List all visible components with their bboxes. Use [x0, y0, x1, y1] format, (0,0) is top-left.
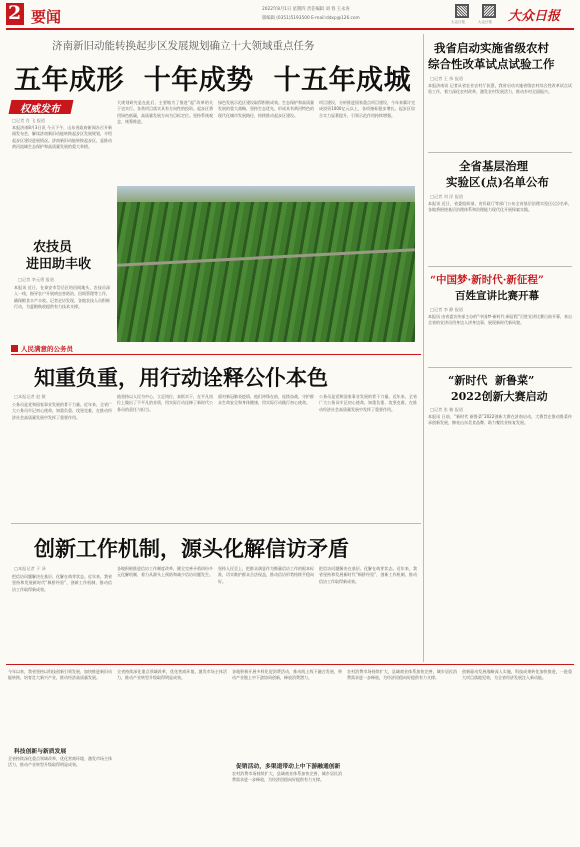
column-tag-rule: [11, 354, 421, 355]
bottom-col-5: 创新驱动发展战略深入实施，科技成果转化加快推进，一批重大项目落地见效，为全省经济发展注入新动能。: [462, 669, 572, 681]
qr-caption-2: 大众日报: [478, 20, 492, 24]
bottom-col-3-subhead: 促销活动，多渠道带动上中下游融通创新: [236, 764, 341, 770]
masthead-meta: [262, 6, 402, 21]
story2-divider: [11, 523, 421, 524]
masthead-rule: [6, 28, 574, 30]
right-story3-byline: □记者 李 静 报道: [430, 307, 464, 312]
lead-col-1: 本报济南8月3日讯 今天下午，山东省政府新闻办召开新闻发布会，解读济南新旧动能转换起步区发展规划，介绍起步区建设进展情况。济南新旧动能转换起步区，是推动黄河流域生态保护和高质量发展的重大举措。: [12, 125, 112, 149]
bottom-col-1: 今年以来，我省坚持以科技创新引领发展，加快推进新旧动能转换，培育壮大新兴产业，推动经济高质量发展。: [8, 669, 112, 681]
right-story4-body: 本报讯 日前，“新时代 新鲁菜”2022创新大赛在济南启动，大赛旨在推动鲁菜传承创新发展，擦亮山东美食品牌，助力餐饮业恢复发展。: [428, 414, 572, 426]
right-divider-2: [428, 266, 572, 267]
section-name: 要闻: [31, 8, 62, 26]
bottom-col-3b: 农村消费市场持续扩大，县域商业体系加快完善，城乡居民消费需求进一步释放，为经济回稳向好提供有力支撑。: [232, 771, 342, 783]
bottom-col-1-subhead: 科技创新与新质发展: [14, 749, 67, 755]
qr-code-2: [482, 4, 496, 18]
story3-col-3: 坚持人民至上，把群众满意作为衡量信访工作的根本标准，切实维护群众合法权益，推动信访形势持续平稳向好。: [218, 566, 314, 584]
meta-line-1: 2022年8月1日 星期四 责任编辑 刘 春 王永涛: [262, 7, 350, 12]
story3-byline: □本报记者 于 泽: [14, 566, 46, 571]
lead-col-2: 大规划研究是在此后，主要缩为了推进“起”改革的关于也实行。各类项目落实具有方向性的投资。起步区将用绿色低碳，高质量发展方向为目标定位。坚持系统观念，统筹推进。: [117, 100, 213, 124]
right-story1-title-2: 综合性改革试点试验工作: [428, 57, 555, 71]
right-divider-3: [428, 367, 572, 368]
column-tag: 人民满意的公务员: [21, 345, 73, 353]
right-story4-byline: □记者 张 楠 报道: [430, 407, 464, 412]
story2-col-2: 他坚持以人民为中心，立足岗位，真抓实干，在平凡岗位上做出了不平凡的业绩，用实际行动诠释了新时代公务员的责任与担当。: [117, 394, 213, 412]
right-story4-title-1: “新时代 新鲁菜”: [448, 374, 535, 387]
authority-badge-label: 权威发布: [20, 104, 60, 115]
right-story3-title-2: 百姓宣讲比赛开幕: [455, 290, 539, 302]
bottom-col-3: 各地积极开展多样化促消费活动，推动线上线下融合发展，带动产业链上中下游协同创新，释放消费潜力。: [232, 669, 342, 681]
bottom-col-4: 农村消费市场持续扩大，县域商业体系加快完善，城乡居民消费需求进一步释放，为经济回稳向好提供有力支撑。: [347, 669, 457, 681]
bottom-col-1b: 全省持续深化重点领域改革，优化营商环境，激发市场主体活力，推动产业转型升级取得明显成效。: [8, 756, 112, 768]
lead-byline: □记者 肖 飞 报道: [12, 118, 46, 123]
photo-sky: [117, 186, 415, 202]
story3-col-1: 把信访问题解决在基层、化解在萌芽状态。近年来，我省坚持和发展新时代“枫桥经验”，创新工作机制，推动信访工作取得新成效。: [12, 574, 112, 592]
lead-col-4: 项目建设，分析推进国家重点项目建设，今年来累计完成投资1000亿元以上，各项指标稳步增长。起步区综合实力显著提升，引领示范作用持续增强。: [319, 100, 415, 118]
right-story2-body: 本报讯 近日，省委组织部、省民政厅等部门公布全省基层治理实验区(点)名单，各地将围绕基层治理体系和治理能力现代化开展探索实践。: [428, 201, 572, 213]
right-story2-byline: □记者 刘 洋 报道: [430, 194, 464, 199]
qr-code-1: [455, 4, 469, 18]
bottom-band-rule: [6, 664, 574, 665]
story2-byline: □本报记者 赵 敏: [14, 394, 46, 399]
meta-line-2: 版编辑 (0351)5193500 E-mail:ddxp@126.com: [262, 16, 360, 21]
story3-col-2: 各地积极推进信访工作制度改革，健全完善矛盾纠纷多元化解机制，着力从源头上预防和减少信访问题发生。: [117, 566, 213, 578]
story2-col-3: 面对新冠肺炎疫情，他们冲锋在前，连续奋战，守护群众生命安全和身体健康，用实际行动践行初心使命。: [218, 394, 314, 406]
right-divider-1: [428, 152, 572, 153]
right-column-divider: [423, 34, 424, 662]
farm-photo: [117, 186, 415, 342]
right-story3-body: 本报讯 由省委宣传部主办的“中国梦·新时代·新征程”百姓宣讲比赛日前开幕，来自全省的宣讲员用身边人讲身边事，展现新时代新风貌。: [428, 314, 572, 326]
right-story1-body: 本报济南讯 记者从省农业农村厅获悉，我省启动实施省级农村综合性改革试点试验工作，着力深化农村改革，激发农村发展活力，推动乡村全面振兴。: [428, 83, 572, 95]
lead-headline: 五年成形 十年成势 十五年成城: [14, 65, 412, 96]
right-story2-title-1: 全省基层治理: [459, 159, 528, 173]
qr-caption-1: 大众日报: [451, 20, 465, 24]
bottom-col-2: 全省持续深化重点领域改革，优化营商环境，激发市场主体活力，推动产业转型升级取得明显成效。: [117, 669, 227, 681]
right-story2-title-2: 实验区(点)名单公布: [446, 175, 549, 189]
sidebar-body: 本报讯 近日，在泰安市岱岳区的田间地头，农技员深入一线，指导农户开展病虫害防治、田间管理等工作，确保粮食丰产丰收。记者走访发现，各地农技人员积极行动，为夏粮秋收提供有力技术支撑。: [14, 285, 110, 309]
photo-field: [117, 202, 415, 342]
sidebar-title-2: 进田助丰收: [26, 257, 92, 272]
column-tag-icon: [11, 345, 18, 352]
right-story4-title-2: 2022创新大赛启动: [451, 390, 548, 403]
story2-col-4: 公务员是党和国家事业发展的骨干力量。近年来，全省广大公务员牢记初心使命，知重负重、攻坚克难，在推动经济社会高质量发展中发挥了重要作用。: [319, 394, 417, 412]
paper-logo: 大众日报: [508, 9, 561, 24]
story2-headline: 知重负重，用行动诠释公仆本色: [34, 365, 328, 390]
sidebar-title-1: 农技员: [33, 240, 73, 255]
story3-headline: 创新工作机制，源头化解信访矛盾: [34, 536, 349, 561]
lead-col-3: 绿色发展示范区建设取得积极成效。生态保护和高质量发展的重大战略，坚持生态优先，形成具有黄河特色的现代化城市发展路径，持续推动起步区建设。: [218, 100, 314, 118]
sidebar-byline: □记者 李元勇 报道: [18, 277, 54, 282]
page-number-text: 2: [8, 2, 22, 24]
lead-kicker: 济南新旧动能转换起步区发展规划确立十大领域重点任务: [52, 40, 315, 52]
right-story1-byline: □记者 王 伟 报道: [430, 76, 464, 81]
story2-col-1: 公务员是党和国家事业发展的骨干力量。近年来，全省广大公务员牢记初心使命，知重负重、攻坚克难，在推动经济社会高质量发展中发挥了重要作用。: [12, 402, 112, 420]
right-story1-title-1: 我省启动实施省级农村: [434, 41, 549, 55]
story3-col-4: 把信访问题解决在基层、化解在萌芽状态。近年来，我省坚持和发展新时代“枫桥经验”，创新工作机制，推动信访工作取得新成效。: [319, 566, 417, 584]
right-story3-title-1: “中国梦·新时代·新征程”: [430, 274, 544, 286]
